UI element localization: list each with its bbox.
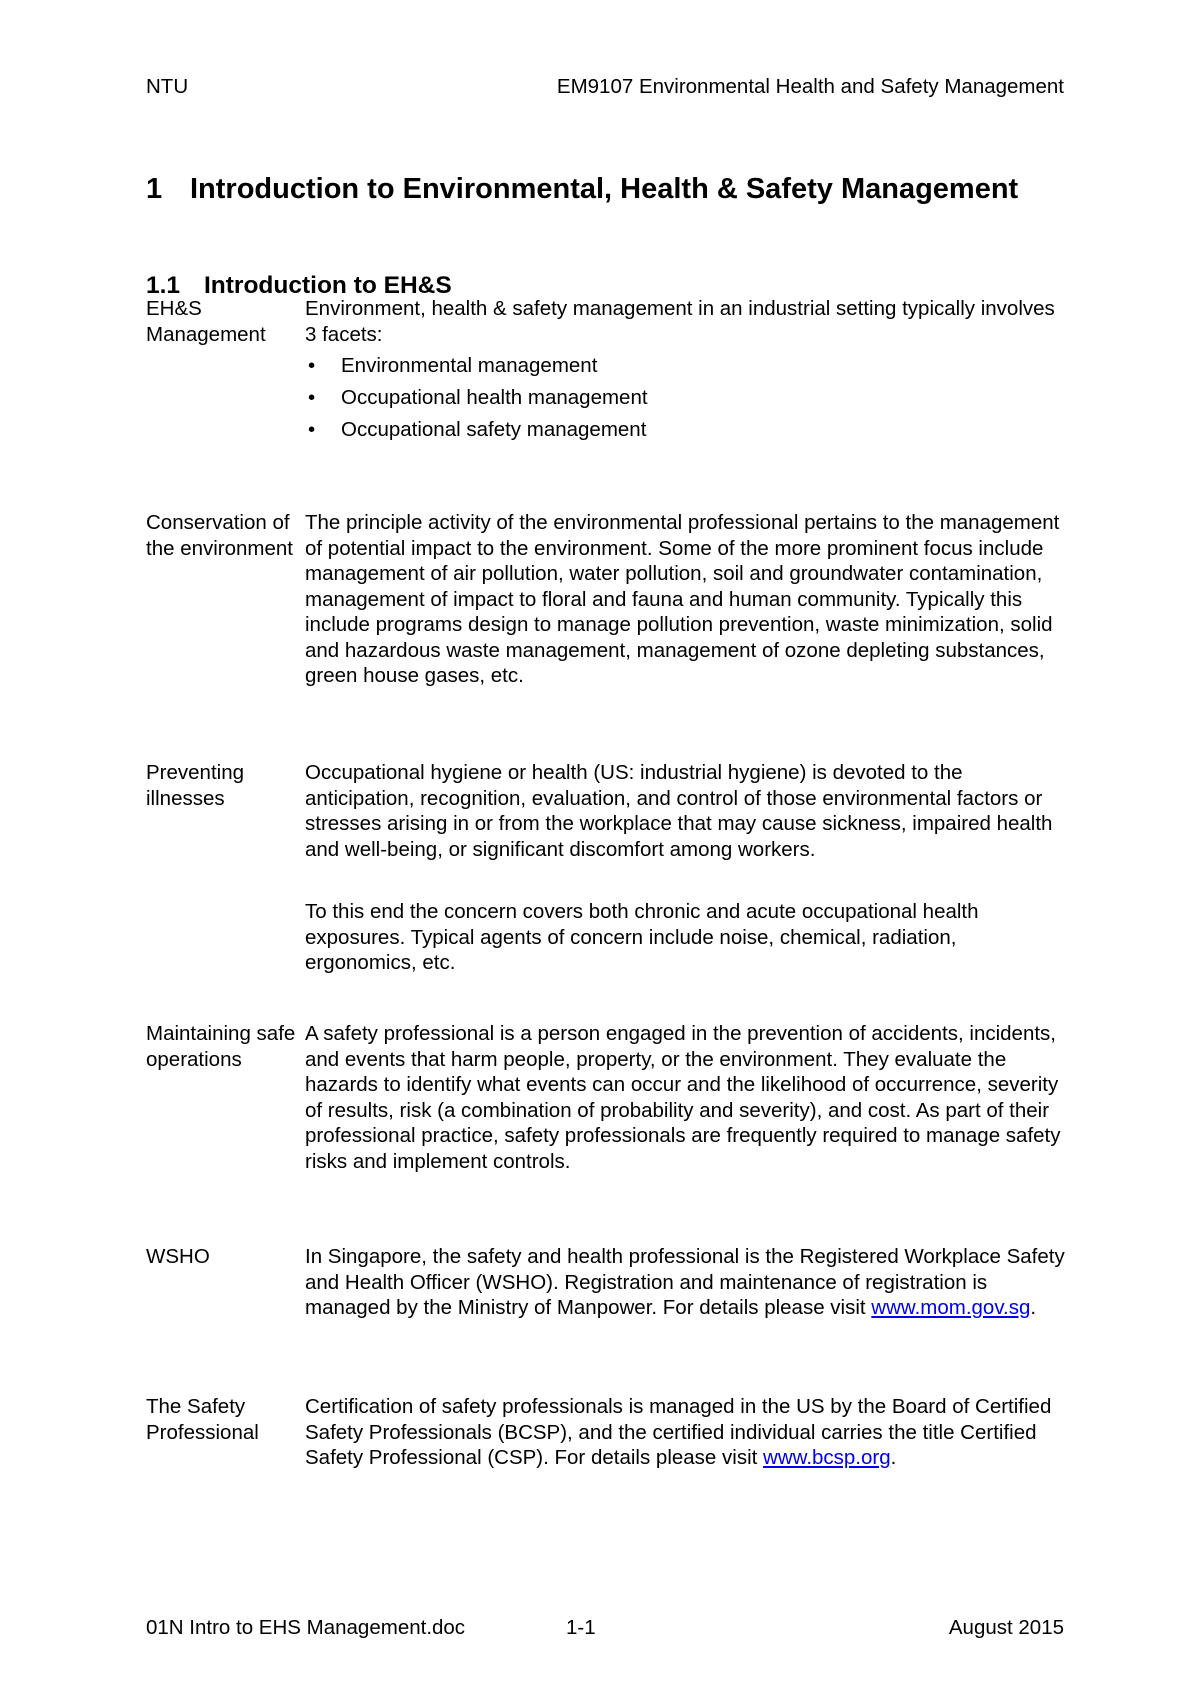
- row-safe-operations: [146, 1021, 1066, 1174]
- paragraph: Certification of safety professionals is managed in the US by the Board of Certified Safety Professionals (BCSP), and the certified individual carries the title Certified Safety Professional (CSP). For details please visit www.bcsp.org.: [305, 1395, 1052, 1469]
- chapter-number: 1: [146, 173, 163, 205]
- section-number: 1.1: [146, 272, 181, 299]
- footer-date: August 2015: [948, 1616, 1064, 1639]
- header-institution: NTU: [146, 75, 189, 98]
- list-item: • Occupational health management: [308, 386, 648, 409]
- paragraph: Environment, health & safety management in an industrial setting typically involves 3 facets:: [305, 297, 1055, 346]
- paragraph: A safety professional is a person engaged in the prevention of accidents, incidents, and events that harm people, property, or the environment. They evaluate the hazards to identify what events can occur and the likelihood of occurrence, severity of results, risk (a combination of probability and severity), and cost. As part of their professional practice, safety professionals are frequently required to manage safety risks and implement controls.: [305, 1022, 1061, 1173]
- row-body: [305, 1394, 1065, 1471]
- footer-page-number: 1-1: [566, 1616, 596, 1639]
- mom-link[interactable]: www.mom.gov.sg: [871, 1296, 1031, 1319]
- list-item: • Occupational safety management: [308, 418, 647, 441]
- chapter-heading: [146, 170, 1066, 208]
- bcsp-link[interactable]: www.bcsp.org: [763, 1446, 891, 1469]
- row-body: [305, 510, 1065, 689]
- side-label: Preventing illnesses: [146, 761, 245, 810]
- section-title: Introduction to EH&S: [204, 272, 452, 299]
- paragraph: The principle activity of the environmental professional pertains to the management of potential impact to the environment. Some of the more prominent focus include management of air pollution, water pollution, soil and groundwater contamination, management of impact to floral and fauna and human community. Typically this include programs design to manage pollution prevention, waste minimization, solid and hazardous waste management, management of ozone depleting substances, green house gases, etc.: [305, 511, 1060, 687]
- row-body: [305, 296, 1065, 443]
- row-conservation: [146, 510, 1066, 689]
- page-footer: [146, 1616, 1064, 1642]
- list-item: • Environmental management: [308, 354, 598, 377]
- row-body: [305, 1021, 1065, 1174]
- paragraph: In Singapore, the safety and health professional is the Registered Workplace Safety and Health Officer (WSHO). Registration and maintenance of registration is managed by the Ministry of Manpower. For details please visit www.mom.gov.sg.: [305, 1245, 1065, 1319]
- bullet-icon: •: [308, 418, 316, 441]
- row-ehs-management: [146, 296, 1066, 449]
- facet-list: [305, 353, 1065, 443]
- bullet-icon: •: [308, 386, 316, 409]
- bullet-icon: •: [308, 354, 316, 377]
- side-label: The Safety Professional: [146, 1395, 259, 1444]
- row-body: [305, 760, 1065, 976]
- paragraph: To this end the concern covers both chronic and acute occupational health exposures. Typical agents of concern include noise, chemical, radiation, ergonomics, etc.: [305, 900, 979, 974]
- chapter-title: Introduction to Environmental, Health & Safety Management: [190, 173, 1019, 205]
- header-course-title: EM9107 Environmental Health and Safety Management: [556, 75, 1064, 98]
- side-label: Maintaining safe operations: [146, 1022, 296, 1071]
- side-label: WSHO: [146, 1245, 210, 1268]
- footer-filename: 01N Intro to EHS Management.doc: [146, 1616, 466, 1639]
- row-preventing-illnesses: [146, 760, 1066, 976]
- side-label: EH&S Management: [146, 297, 266, 346]
- row-safety-professional: [146, 1394, 1066, 1471]
- row-wsho: [146, 1244, 1066, 1321]
- paragraph: Occupational hygiene or health (US: industrial hygiene) is devoted to the anticipation, recognition, evaluation, and control of those environmental factors or stresses arising in or from the workplace that may cause sickness, impaired health and well-being, or significant discomfort among workers.: [305, 761, 1053, 861]
- row-body: [305, 1244, 1065, 1321]
- side-label: Conservation of the environment: [146, 511, 294, 560]
- page-header: [146, 75, 1064, 101]
